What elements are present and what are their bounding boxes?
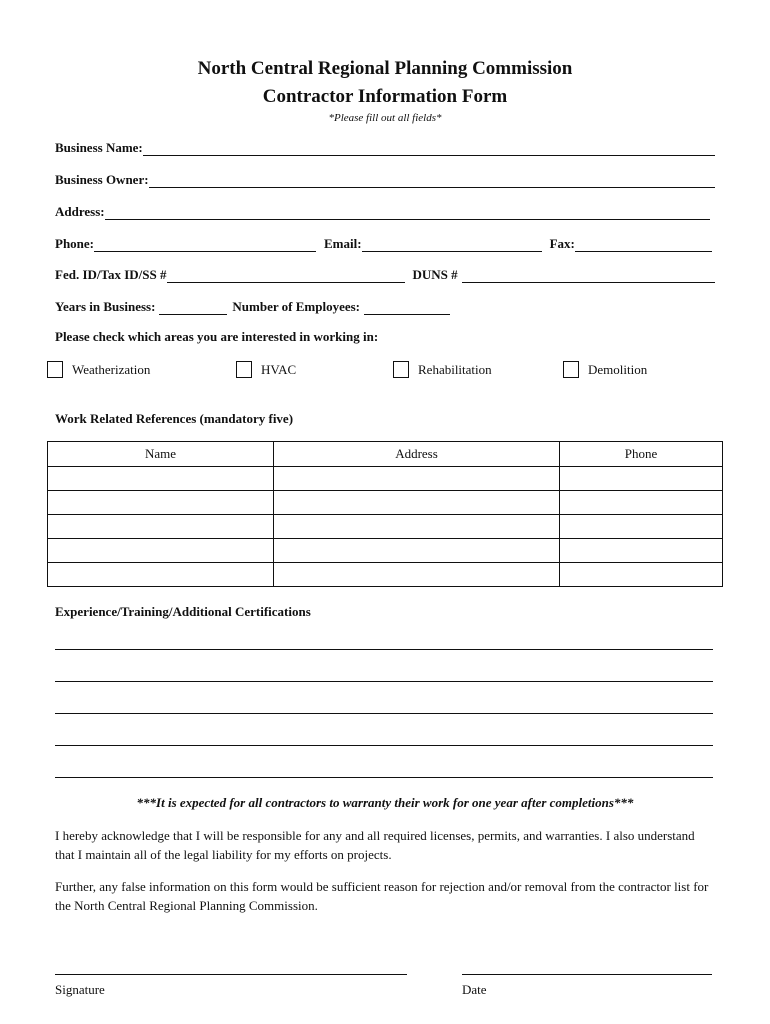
ref-name-cell[interactable] <box>48 563 274 587</box>
experience-heading: Experience/Training/Additional Certifications <box>55 604 311 619</box>
ref-phone-cell[interactable] <box>560 467 723 491</box>
business-stats-row <box>55 297 450 315</box>
experience-line[interactable] <box>55 777 713 778</box>
ref-address-cell[interactable] <box>274 563 560 587</box>
ref-phone-cell[interactable] <box>560 491 723 515</box>
org-title: North Central Regional Planning Commission <box>197 58 573 79</box>
false-info-text: Further, any false information on this form would be sufficient reason for rejection and/or removal from the contractor list for the North Central Regional Planning Commission. <box>55 879 709 913</box>
fax-label: Fax: <box>549 236 575 251</box>
business-owner-field[interactable] <box>149 175 715 188</box>
email-field[interactable] <box>362 239 542 252</box>
employees-field[interactable] <box>364 302 450 315</box>
fill-note: *Please fill out all fields* <box>328 112 442 124</box>
interests-prompt: Please check which areas you are interested in working in: <box>55 329 379 344</box>
duns-field[interactable] <box>462 270 715 283</box>
ref-phone-cell[interactable] <box>560 539 723 563</box>
table-row <box>48 491 723 515</box>
experience-line[interactable] <box>55 745 713 746</box>
fed-id-field[interactable] <box>167 270 405 283</box>
table-row <box>48 539 723 563</box>
ref-name-cell[interactable] <box>48 515 274 539</box>
address-row <box>55 202 710 220</box>
fax-field[interactable] <box>575 239 712 252</box>
address-label: Address: <box>55 204 105 219</box>
years-field[interactable] <box>159 302 227 315</box>
experience-line[interactable] <box>55 713 713 714</box>
ref-address-cell[interactable] <box>274 515 560 539</box>
acknowledgement-text: I hereby acknowledge that I will be responsible for any and all required licenses, permits, and warranties. I also understand that I maintain all of the legal liability for my efforts on projects. <box>55 828 695 862</box>
business-name-label: Business Name: <box>55 140 143 155</box>
option-demolition <box>563 361 647 378</box>
business-owner-row <box>55 170 715 188</box>
contact-row <box>55 234 712 252</box>
address-field[interactable] <box>105 207 710 220</box>
option-weatherization <box>47 361 150 378</box>
fed-id-label: Fed. ID/Tax ID/SS # <box>55 267 167 282</box>
phone-field[interactable] <box>94 239 316 252</box>
date-line[interactable] <box>462 974 712 975</box>
ref-address-cell[interactable] <box>274 491 560 515</box>
hvac-label: HVAC <box>261 361 297 377</box>
ref-phone-cell[interactable] <box>560 563 723 587</box>
ref-name-cell[interactable] <box>48 491 274 515</box>
option-rehabilitation <box>393 361 492 378</box>
option-hvac <box>236 361 296 378</box>
form-title: Contractor Information Form <box>262 86 508 107</box>
business-name-field[interactable] <box>143 143 715 156</box>
tax-row <box>55 265 715 283</box>
table-row <box>48 515 723 539</box>
hvac-checkbox[interactable] <box>236 361 252 378</box>
signature-line[interactable] <box>55 974 407 975</box>
rehabilitation-checkbox[interactable] <box>393 361 409 378</box>
email-label: Email: <box>324 236 362 251</box>
business-owner-label: Business Owner: <box>55 172 149 187</box>
phone-label: Phone: <box>55 236 94 251</box>
employees-label: Number of Employees: <box>232 299 361 314</box>
ref-name-cell[interactable] <box>48 539 274 563</box>
duns-label: DUNS # <box>412 267 458 282</box>
col-address: Address <box>274 442 560 467</box>
experience-line[interactable] <box>55 649 713 650</box>
years-label: Years in Business: <box>55 299 156 314</box>
date-label: Date <box>462 982 487 997</box>
col-phone: Phone <box>560 442 723 467</box>
ref-phone-cell[interactable] <box>560 515 723 539</box>
references-table <box>47 441 723 587</box>
warranty-notice: ***It is expected for all contractors to warranty their work for one year after completions*** <box>136 795 634 810</box>
demolition-label: Demolition <box>588 361 648 377</box>
weatherization-label: Weatherization <box>72 361 151 377</box>
table-header-row <box>48 442 723 467</box>
ref-name-cell[interactable] <box>48 467 274 491</box>
table-row <box>48 467 723 491</box>
rehabilitation-label: Rehabilitation <box>418 361 492 377</box>
weatherization-checkbox[interactable] <box>47 361 63 378</box>
table-row <box>48 563 723 587</box>
business-name-row <box>55 138 715 156</box>
experience-line[interactable] <box>55 681 713 682</box>
col-name: Name <box>48 442 274 467</box>
ref-address-cell[interactable] <box>274 467 560 491</box>
ref-address-cell[interactable] <box>274 539 560 563</box>
references-heading: Work Related References (mandatory five) <box>55 411 294 426</box>
demolition-checkbox[interactable] <box>563 361 579 378</box>
signature-label: Signature <box>55 982 105 997</box>
